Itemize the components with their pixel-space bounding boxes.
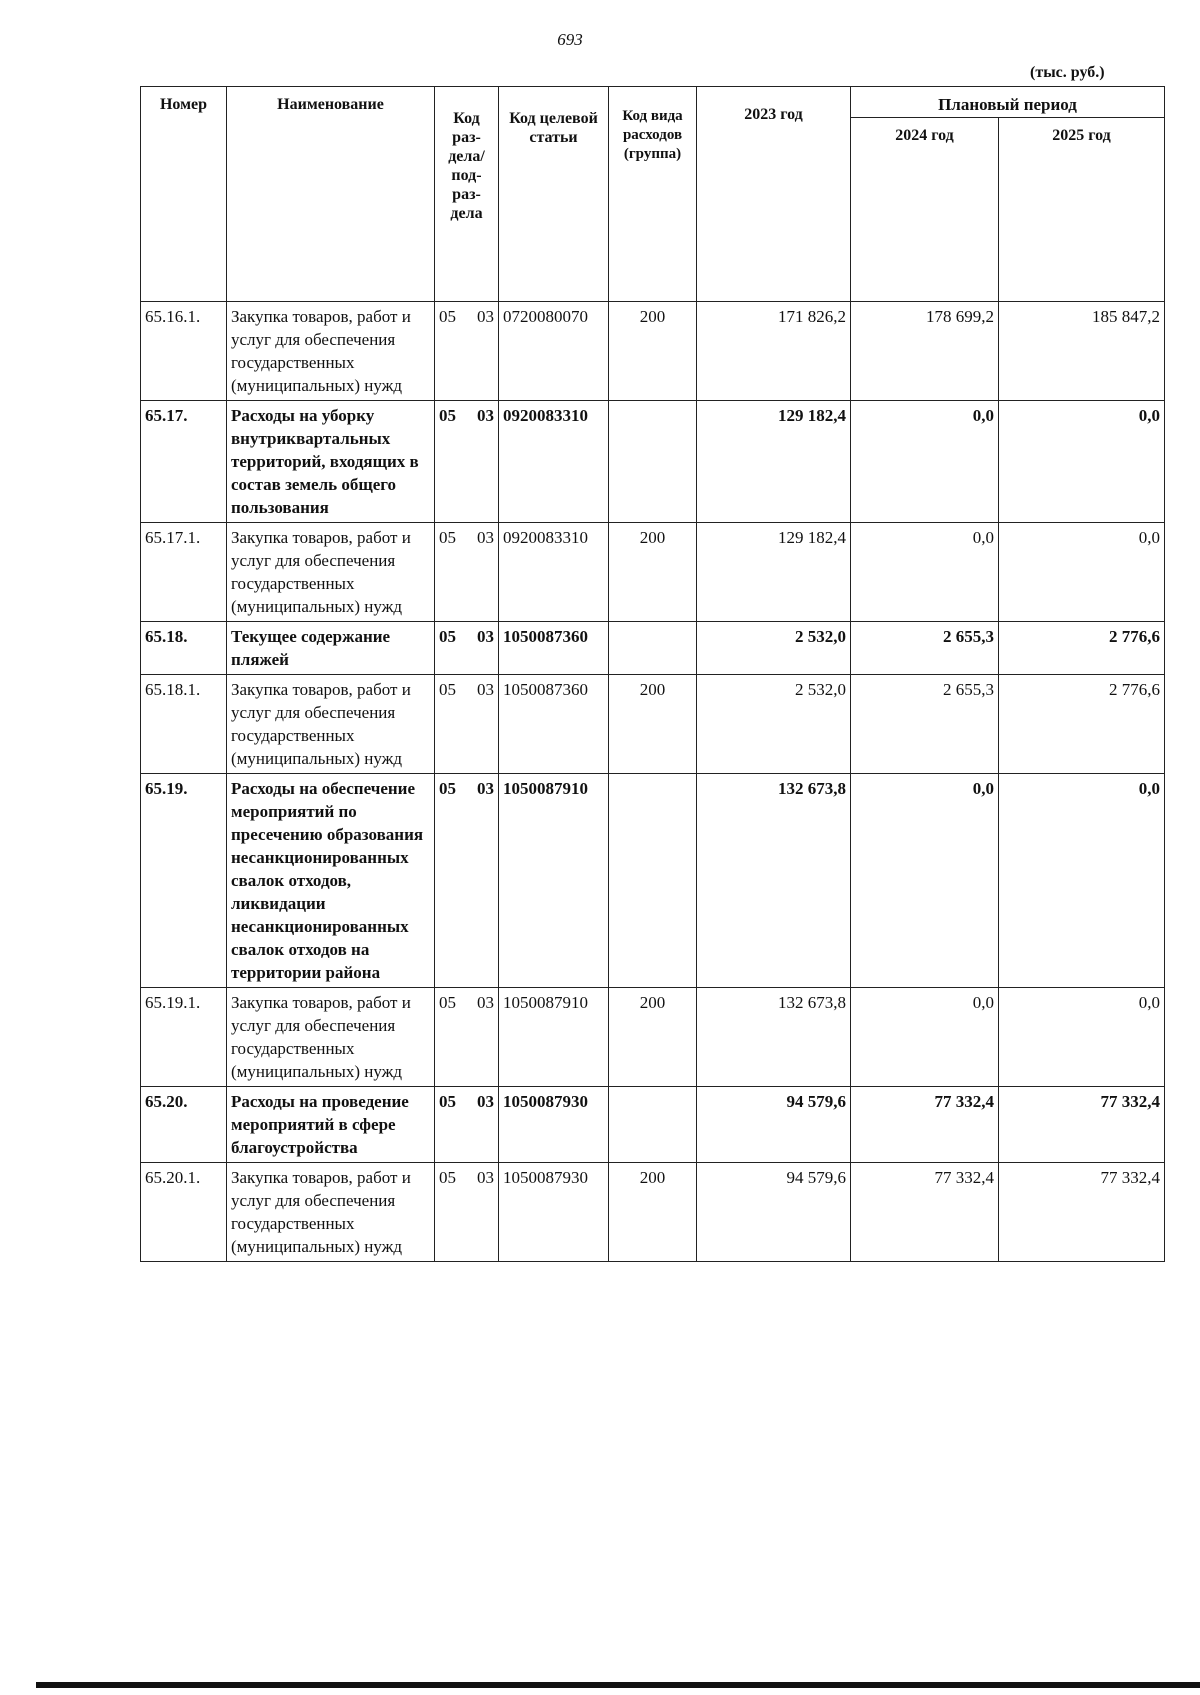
header-section-code: Код раз- дела/ под- раз- дела [435, 87, 499, 302]
row-name: Закупка товаров, работ и услуг для обеспечения государственных (муниципальных) нужд [227, 988, 435, 1087]
section-code-value: 05 [439, 680, 456, 699]
row-number: 65.16.1. [141, 302, 227, 401]
amount-2024: 0,0 [851, 523, 999, 622]
table-header [141, 87, 1165, 302]
row-name: Закупка товаров, работ и услуг для обеспечения государственных (муниципальных) нужд [227, 675, 435, 774]
amount-2024: 0,0 [851, 774, 999, 988]
subsection-code-value: 03 [477, 1168, 494, 1187]
section-code-value: 05 [439, 406, 456, 425]
target-code: 1050087360 [499, 622, 609, 675]
header-number: Номер [141, 87, 227, 302]
row-name: Закупка товаров, работ и услуг для обеспечения государственных (муниципальных) нужд [227, 523, 435, 622]
amount-2025: 185 847,2 [999, 302, 1165, 401]
budget-table [140, 86, 1165, 1262]
header-year-2024: 2024 год [851, 118, 999, 302]
section-code [435, 774, 499, 988]
amount-2025: 0,0 [999, 401, 1165, 523]
target-code: 1050087910 [499, 988, 609, 1087]
table-body [141, 302, 1165, 1262]
section-code [435, 622, 499, 675]
subsection-code-value: 03 [477, 406, 494, 425]
expense-type-code [609, 622, 697, 675]
section-code [435, 988, 499, 1087]
section-code-value: 05 [439, 307, 456, 326]
target-code: 0720080070 [499, 302, 609, 401]
expense-type-code [609, 774, 697, 988]
amount-2024: 77 332,4 [851, 1087, 999, 1163]
row-number: 65.18.1. [141, 675, 227, 774]
expense-type-code: 200 [609, 675, 697, 774]
expense-type-code: 200 [609, 1163, 697, 1262]
amount-2023: 2 532,0 [697, 622, 851, 675]
amount-2023: 171 826,2 [697, 302, 851, 401]
target-code: 1050087910 [499, 774, 609, 988]
amount-2025: 0,0 [999, 774, 1165, 988]
amount-2023: 2 532,0 [697, 675, 851, 774]
table-row [141, 302, 1165, 401]
table-row [141, 988, 1165, 1087]
target-code: 1050087360 [499, 675, 609, 774]
unit-label: (тыс. руб.) [1030, 64, 1105, 81]
amount-2023: 94 579,6 [697, 1087, 851, 1163]
table-row [141, 1163, 1165, 1262]
header-expense-type-code: Код вида расходов (группа) [609, 87, 697, 302]
subsection-code-value: 03 [477, 1092, 494, 1111]
row-number: 65.19.1. [141, 988, 227, 1087]
subsection-code-value: 03 [477, 680, 494, 699]
section-code-value: 05 [439, 528, 456, 547]
header-target-code: Код целевой статьи [499, 87, 609, 302]
amount-2025: 2 776,6 [999, 675, 1165, 774]
subsection-code-value: 03 [477, 779, 494, 798]
amount-2023: 129 182,4 [697, 523, 851, 622]
subsection-code-value: 03 [477, 627, 494, 646]
amount-2023: 94 579,6 [697, 1163, 851, 1262]
amount-2025: 77 332,4 [999, 1087, 1165, 1163]
amount-2025: 0,0 [999, 523, 1165, 622]
section-code-value: 05 [439, 993, 456, 1012]
header-year-2025: 2025 год [999, 118, 1165, 302]
table-row [141, 675, 1165, 774]
row-number: 65.19. [141, 774, 227, 988]
row-number: 65.17. [141, 401, 227, 523]
row-name: Расходы на обеспечение мероприятий по пресечению образования несанкционированных свалок отходов, ликвидации несанкционированных свалок отходов на территории района [227, 774, 435, 988]
subsection-code-value: 03 [477, 993, 494, 1012]
row-number: 65.20.1. [141, 1163, 227, 1262]
target-code: 1050087930 [499, 1087, 609, 1163]
section-code-value: 05 [439, 779, 456, 798]
subsection-code-value: 03 [477, 307, 494, 326]
table-row [141, 622, 1165, 675]
expense-type-code [609, 1087, 697, 1163]
header-year-2023: 2023 год [697, 87, 851, 302]
section-code-value: 05 [439, 1092, 456, 1111]
row-number: 65.17.1. [141, 523, 227, 622]
section-code [435, 675, 499, 774]
table-row [141, 1087, 1165, 1163]
amount-2023: 132 673,8 [697, 988, 851, 1087]
expense-type-code: 200 [609, 302, 697, 401]
header-planned-period: Плановый период [851, 87, 1165, 118]
amount-2024: 178 699,2 [851, 302, 999, 401]
section-code-value: 05 [439, 1168, 456, 1187]
section-code [435, 1087, 499, 1163]
amount-2024: 0,0 [851, 988, 999, 1087]
expense-type-code: 200 [609, 988, 697, 1087]
header-name: Наименование [227, 87, 435, 302]
amount-2023: 129 182,4 [697, 401, 851, 523]
amount-2024: 2 655,3 [851, 675, 999, 774]
expense-type-code: 200 [609, 523, 697, 622]
section-code [435, 302, 499, 401]
row-name: Текущее содержание пляжей [227, 622, 435, 675]
page-number: 693 [557, 30, 583, 49]
amount-2025: 2 776,6 [999, 622, 1165, 675]
expense-type-code [609, 401, 697, 523]
section-code-value: 05 [439, 627, 456, 646]
row-name: Закупка товаров, работ и услуг для обеспечения государственных (муниципальных) нужд [227, 302, 435, 401]
section-code [435, 523, 499, 622]
table-row [141, 401, 1165, 523]
section-code [435, 401, 499, 523]
row-name: Расходы на проведение мероприятий в сфере благоустройства [227, 1087, 435, 1163]
amount-2025: 0,0 [999, 988, 1165, 1087]
amount-2024: 0,0 [851, 401, 999, 523]
row-name: Расходы на уборку внутриквартальных территорий, входящих в состав земель общего пользования [227, 401, 435, 523]
row-name: Закупка товаров, работ и услуг для обеспечения государственных (муниципальных) нужд [227, 1163, 435, 1262]
target-code: 1050087930 [499, 1163, 609, 1262]
amount-2024: 77 332,4 [851, 1163, 999, 1262]
bottom-rule [36, 1682, 1200, 1688]
table-row [141, 523, 1165, 622]
row-number: 65.18. [141, 622, 227, 675]
amount-2023: 132 673,8 [697, 774, 851, 988]
amount-2025: 77 332,4 [999, 1163, 1165, 1262]
target-code: 0920083310 [499, 401, 609, 523]
amount-2024: 2 655,3 [851, 622, 999, 675]
target-code: 0920083310 [499, 523, 609, 622]
table-row [141, 774, 1165, 988]
subsection-code-value: 03 [477, 528, 494, 547]
section-code [435, 1163, 499, 1262]
row-number: 65.20. [141, 1087, 227, 1163]
